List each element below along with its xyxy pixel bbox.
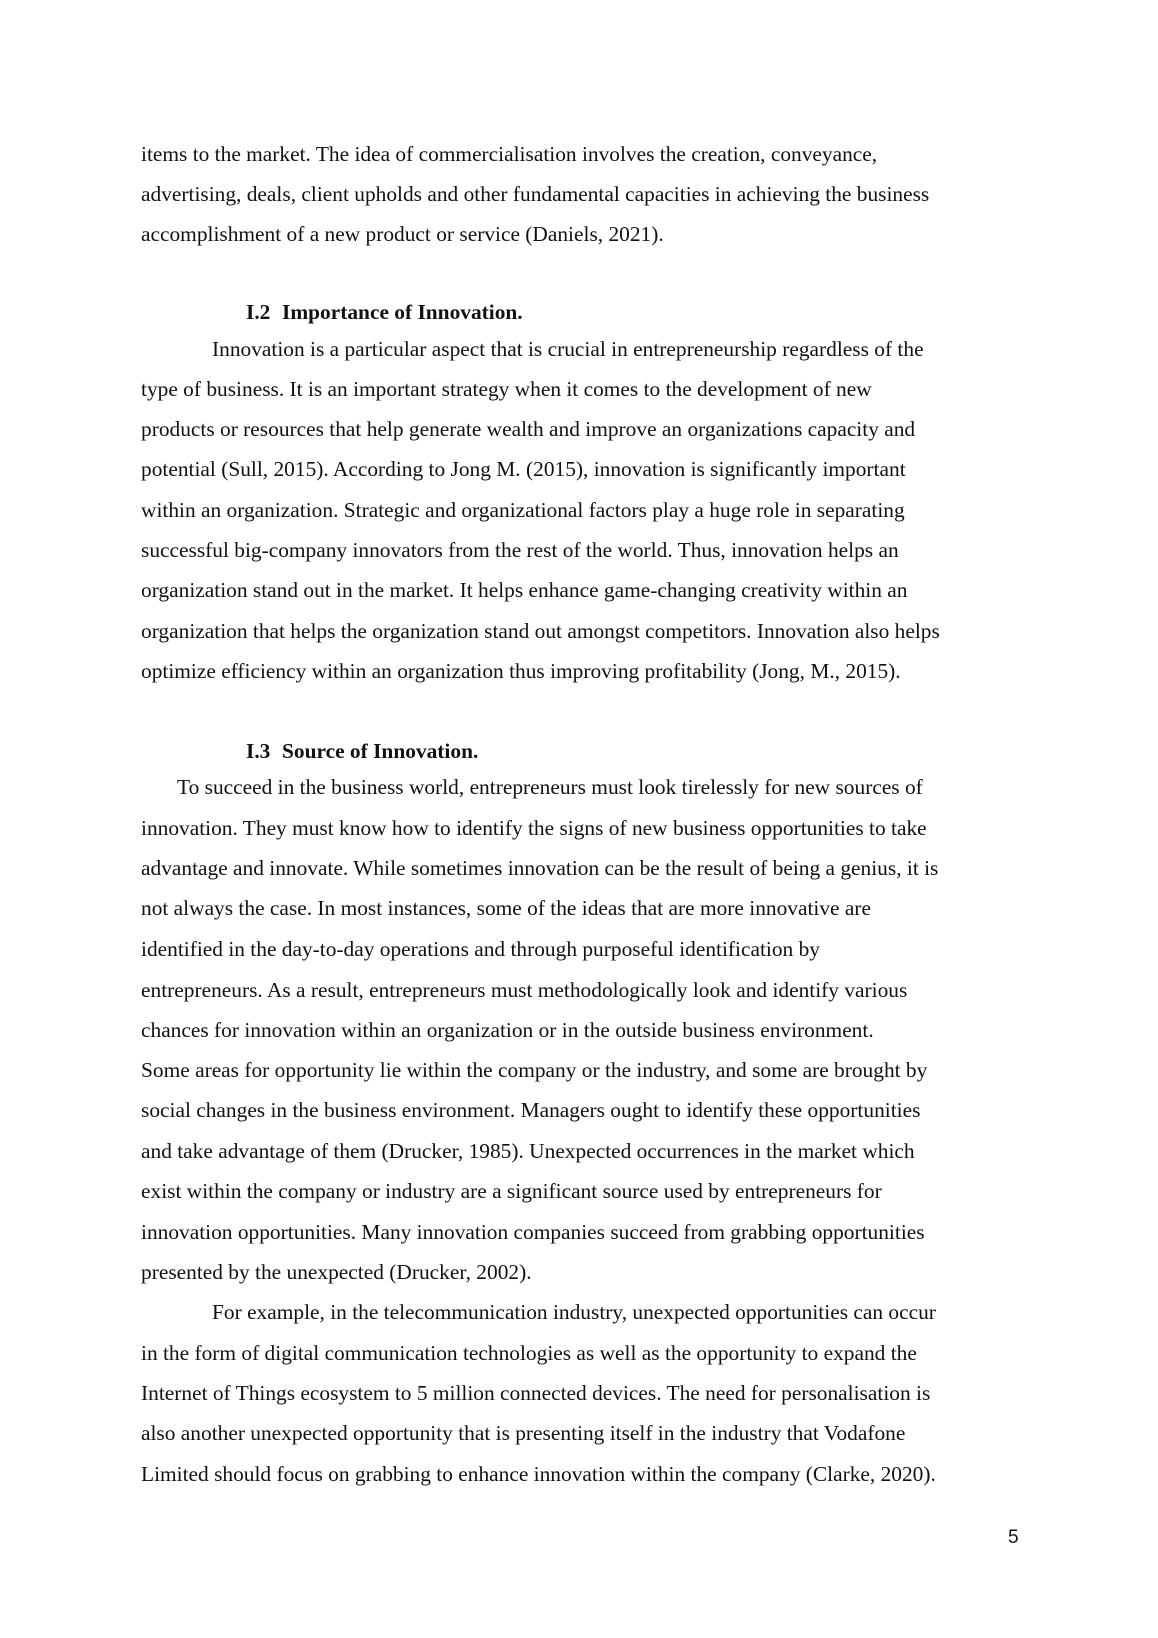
body-line: type of business. It is an important strategy when it comes to the development of new [141,377,872,401]
body-line: innovation. They must know how to identify the signs of new business opportunities to take [141,816,927,840]
section-number: I.3 [246,739,271,763]
body-line: Internet of Things ecosystem to 5 million connected devices. The need for personalisation is [141,1381,931,1405]
section-number: I.2 [246,300,271,324]
body-line: products or resources that help generate wealth and improve an organizations capacity and [141,417,916,441]
body-line: Limited should focus on grabbing to enhance innovation within the company (Clarke, 2020). [141,1462,936,1486]
body-line: and take advantage of them (Drucker, 1985). Unexpected occurrences in the market which [141,1139,915,1163]
body-line: organization stand out in the market. It helps enhance game-changing creativity within an [141,578,908,602]
section-title: Source of Innovation. [282,739,479,763]
body-line: successful big-company innovators from the rest of the world. Thus, innovation helps an [141,538,899,562]
body-line: within an organization. Strategic and organizational factors play a huge role in separating [141,498,905,522]
section-title: Importance of Innovation. [282,300,523,324]
body-line: presented by the unexpected (Drucker, 2002). [141,1260,532,1284]
body-line: social changes in the business environment. Managers ought to identify these opportunities [141,1098,921,1122]
body-line: innovation opportunities. Many innovation companies succeed from grabbing opportunities [141,1220,925,1244]
section-heading-importance [246,298,523,326]
body-line: potential (Sull, 2015). According to Jong M. (2015), innovation is significantly important [141,457,906,481]
body-line: To succeed in the business world, entrepreneurs must look tirelessly for new sources of [177,775,923,799]
intro-line: advertising, deals, client upholds and other fundamental capacities in achieving the business [141,182,930,206]
body-line: organization that helps the organization stand out amongst competitors. Innovation also helps [141,619,940,643]
body-line: in the form of digital communication technologies as well as the opportunity to expand the [141,1341,917,1365]
body-line: identified in the day-to-day operations and through purposeful identification by [141,937,820,961]
body-line: For example, in the telecommunication industry, unexpected opportunities can occur [212,1300,936,1324]
body-line: chances for innovation within an organization or in the outside business environment. [141,1018,874,1042]
section-heading-source [246,737,478,765]
body-line: entrepreneurs. As a result, entrepreneurs must methodologically look and identify various [141,978,908,1002]
body-line: also another unexpected opportunity that is presenting itself in the industry that Vodafone [141,1421,906,1445]
intro-line: accomplishment of a new product or service (Daniels, 2021). [141,222,664,246]
body-line: Some areas for opportunity lie within the company or the industry, and some are brought by [141,1058,928,1082]
page-number: 5 [1008,1527,1019,1548]
body-line: exist within the company or industry are a significant source used by entrepreneurs for [141,1179,882,1203]
body-line: Innovation is a particular aspect that is crucial in entrepreneurship regardless of the [212,337,924,361]
body-line: not always the case. In most instances, some of the ideas that are more innovative are [141,896,872,920]
body-line: advantage and innovate. While sometimes innovation can be the result of being a genius, it is [141,856,939,880]
intro-line: items to the market. The idea of commercialisation involves the creation, conveyance, [141,142,878,166]
body-line: optimize efficiency within an organization thus improving profitability (Jong, M., 2015). [141,659,901,683]
